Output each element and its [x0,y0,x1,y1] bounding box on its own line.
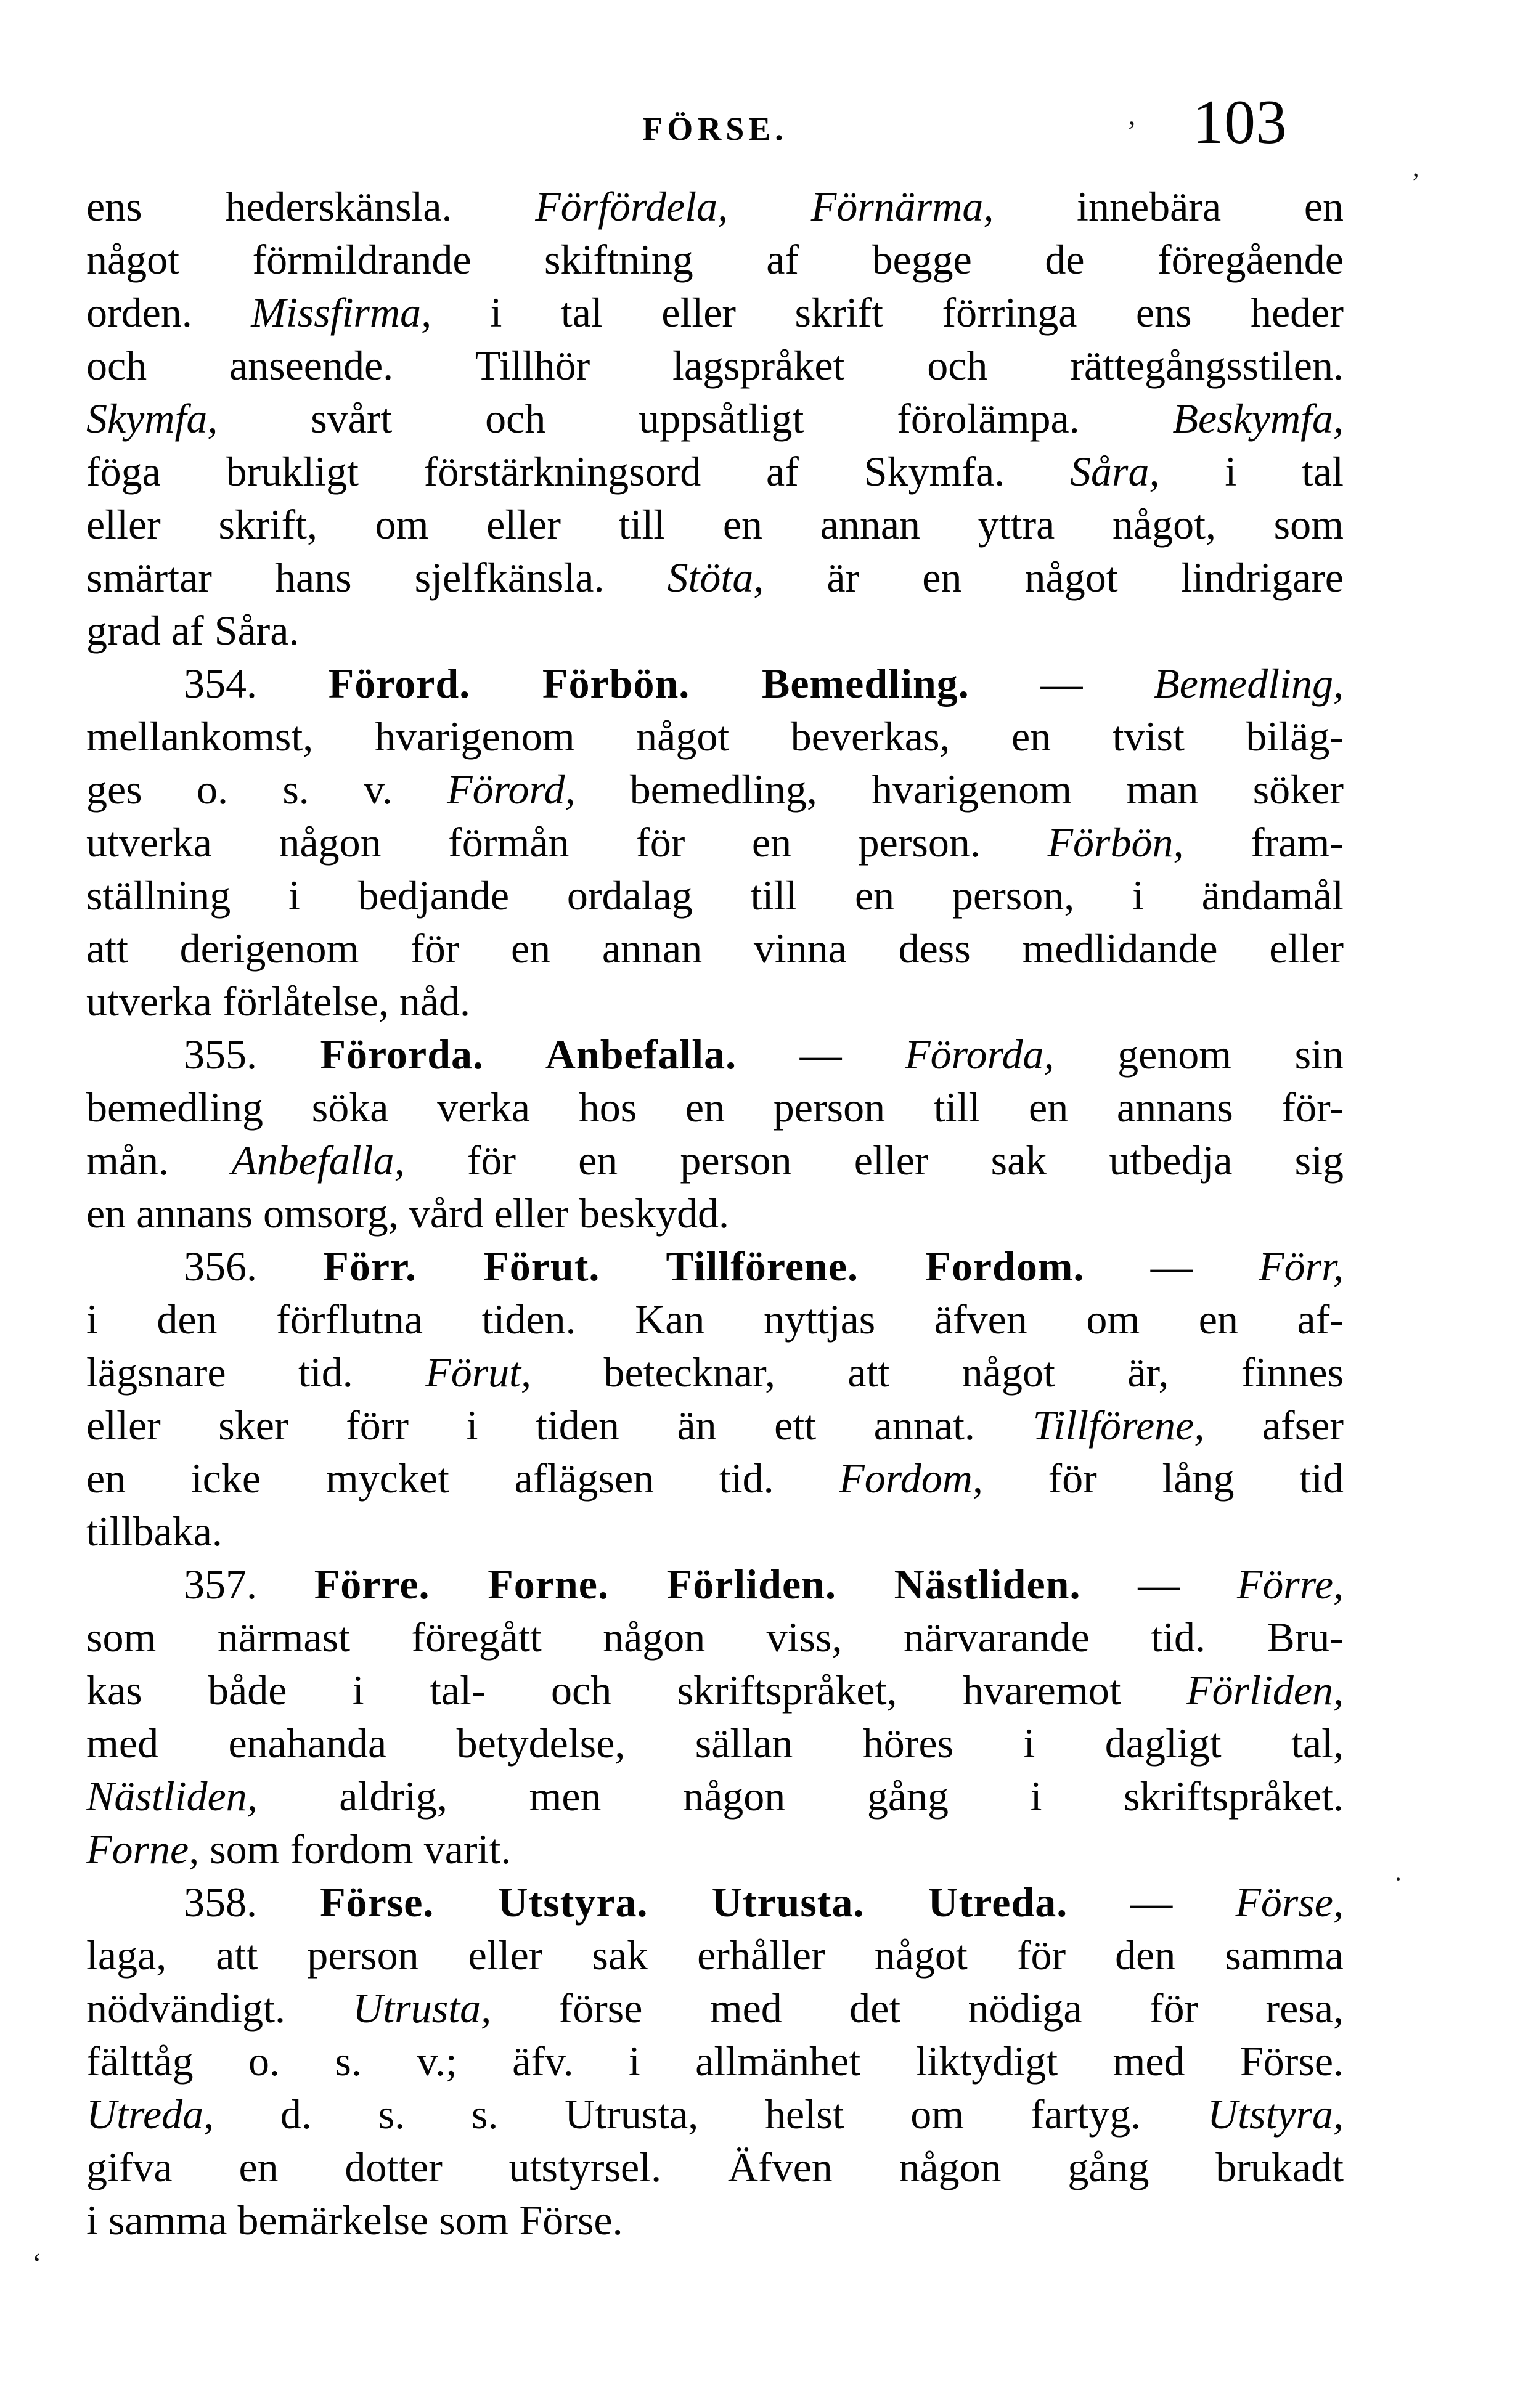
text-segment: ges o. s. v. [86,766,447,813]
text-segment: Förre. Forne. Förliden. Nästliden. [314,1561,1081,1608]
text-line [86,975,1344,1028]
text-segment: laga, att person eller sak erhåller något för den samma [86,1932,1344,1979]
text-segment: Förr. Förut. Tillförene. Fordom. [323,1243,1085,1290]
text-segment: eller skrift, om eller till en annan yttra något, som [86,501,1344,548]
text-line [86,657,1344,710]
text-segment: — [1080,1561,1237,1608]
text-segment: 357. [184,1561,314,1608]
text-segment: i tal eller skrift förringa ens heder [431,289,1344,336]
text-line [86,551,1344,604]
text-line [86,922,1344,975]
text-segment: i samma bemärkelse som Förse. [86,2197,623,2243]
text-line [86,1611,1344,1664]
text-line [86,1770,1344,1823]
text-segment: i tal [1159,448,1344,495]
text-segment: fram- [1183,819,1344,866]
text-segment: en annans omsorg, vård eller beskydd. [86,1190,730,1237]
text-line [86,1982,1344,2035]
text-line [86,1717,1344,1770]
text-segment: — [969,660,1154,707]
text-segment: ens hederskänsla. [86,183,536,230]
text-segment: är en något lindrigare [764,554,1344,601]
text-segment: Förbön, [1047,819,1184,866]
text-segment: smärtar hans sjelfkänsla. [86,554,668,601]
text-segment: Såra, [1070,448,1160,495]
text-segment: Nästliden, [86,1773,258,1820]
text-segment: innebära en [994,183,1344,230]
text-segment: fälttåg o. s. v.; äfv. i allmänhet liktydigt med Förse. [86,2038,1344,2085]
text-segment: bemedling söka verka hos en person till en annans för- [86,1084,1344,1131]
text-segment: Förord, [447,766,576,813]
text-segment: förse med det nödiga för resa, [491,1985,1344,2032]
text-segment: Anbefalla, [231,1137,405,1184]
text-segment: 355. [184,1031,320,1078]
text-segment: för lång tid [982,1455,1344,1502]
text-segment: som fordom varit. [199,1826,512,1873]
scan-artifact: · [1394,1865,1403,1893]
text-segment: utverka förlåtelse, nåd. [86,978,471,1025]
text-block [86,180,1344,2247]
text-segment: genom sin [1054,1031,1344,1078]
text-line [86,2194,1344,2247]
text-line [86,498,1344,551]
text-segment: Utreda, [86,2091,214,2138]
text-segment: Förut, [425,1349,532,1396]
text-line [86,1558,1344,1611]
text-segment: svårt och uppsåtligt förolämpa. [218,395,1173,442]
text-segment: — [1068,1879,1236,1926]
text-segment: och anseende. Tillhör lagspråket och rättegångsstilen. [86,342,1344,389]
text-segment: mån. [86,1137,232,1184]
text-segment: eller sker förr i tiden än ett annat. [86,1402,1033,1449]
text-line [86,1929,1344,1982]
text-segment: lägsnare tid. [86,1349,426,1396]
text-segment: ställning i bedjande ordalag till en person, i ändamål [86,872,1344,919]
text-segment: Förord. Förbön. Bemedling. [328,660,970,707]
text-segment: Förr, [1259,1243,1344,1290]
text-segment: Bemedling, [1154,660,1344,707]
text-segment: Förre, [1236,1561,1344,1608]
text-line [86,392,1344,445]
text-line [86,180,1344,233]
page-number: 103 [1193,87,1287,157]
text-line [86,1240,1344,1293]
text-segment: Förorda. Anbefalla. [320,1031,737,1078]
text-segment: Stöta, [667,554,764,601]
text-segment: aldrig, men någon gång i skriftspråket. [257,1773,1344,1820]
text-segment: Missfirma, [251,289,432,336]
text-line [86,1187,1344,1240]
text-line [86,1346,1344,1399]
text-segment: med enahanda betydelse, sällan höres i dagligt tal, [86,1720,1344,1767]
text-segment: Tillförene, [1032,1402,1205,1449]
text-segment: en icke mycket aflägsen tid. [86,1455,839,1502]
text-segment: Forne, [86,1826,200,1873]
scan-artifact: ’ [1127,115,1137,148]
text-line [86,710,1344,763]
text-segment: Utrusta, [353,1985,492,2032]
text-segment: orden. [86,289,251,336]
text-line [86,233,1344,286]
text-segment: Förse, [1235,1879,1344,1926]
text-segment: Skymfa, [86,395,218,442]
text-line [86,339,1344,392]
text-line [86,604,1344,657]
text-segment: 354. [184,660,329,707]
text-segment: tillbaka. [86,1508,223,1555]
text-segment: 358. [184,1879,320,1926]
text-line [86,2141,1344,2194]
text-line [86,1823,1344,1876]
text-segment: i den förflutna tiden. Kan nyttjas äfven om en af- [86,1296,1344,1343]
text-segment: Förfördela, Förnärma, [535,183,994,230]
text-line [86,1134,1344,1187]
text-segment: något förmildrande skiftning af begge de föregående [86,236,1344,283]
scan-artifact: ‘ [32,2247,42,2280]
text-segment: Utstyra, [1207,2091,1344,2138]
text-line [86,1876,1344,1929]
text-line [86,1664,1344,1717]
scan-artifact: , [1413,154,1419,182]
text-line [86,1028,1344,1081]
text-segment: mellankomst, hvarigenom något beverkas, en tvist biläg- [86,713,1344,760]
text-line [86,1399,1344,1452]
text-segment: kas både i tal- och skriftspråket, hvaremot [86,1667,1187,1714]
text-segment: nödvändigt. [86,1985,353,2032]
text-line [86,1505,1344,1558]
text-segment: Förliden, [1186,1667,1344,1714]
text-line [86,1293,1344,1346]
text-segment: gifva en dotter utstyrsel. Äfven någon gång brukadt [86,2144,1344,2190]
text-line [86,869,1344,922]
text-segment: utverka någon förmån för en person. [86,819,1048,866]
text-line [86,1452,1344,1505]
text-segment: — [1084,1243,1259,1290]
text-line [86,1081,1344,1134]
text-line [86,445,1344,498]
text-line [86,816,1344,869]
page-header [86,110,1344,184]
text-segment: som närmast föregått någon viss, närvarande tid. Bru- [86,1614,1344,1661]
text-segment: att derigenom för en annan vinna dess medlidande eller [86,925,1344,972]
text-line [86,286,1344,339]
text-segment: Förorda, [905,1031,1055,1078]
text-segment: 356. [184,1243,324,1290]
text-line [86,2088,1344,2141]
running-title: FÖRSE. [642,110,788,147]
text-segment: bemedling, hvarigenom man söker [575,766,1344,813]
text-segment: betecknar, att något är, finnes [531,1349,1344,1396]
text-line [86,2035,1344,2088]
text-segment: d. s. s. Utrusta, helst om fartyg. [214,2091,1207,2138]
text-line [86,763,1344,816]
text-segment: grad af Såra. [86,607,300,654]
text-segment: föga brukligt förstärkningsord af Skymfa. [86,448,1071,495]
text-segment: Förse. Utstyra. Utrusta. Utreda. [320,1879,1068,1926]
text-segment: för en person eller sak utbedja sig [404,1137,1344,1184]
text-segment: afser [1204,1402,1344,1449]
text-segment: — [737,1031,905,1078]
text-segment: Beskymfa, [1172,395,1344,442]
text-segment: Fordom, [839,1455,983,1502]
